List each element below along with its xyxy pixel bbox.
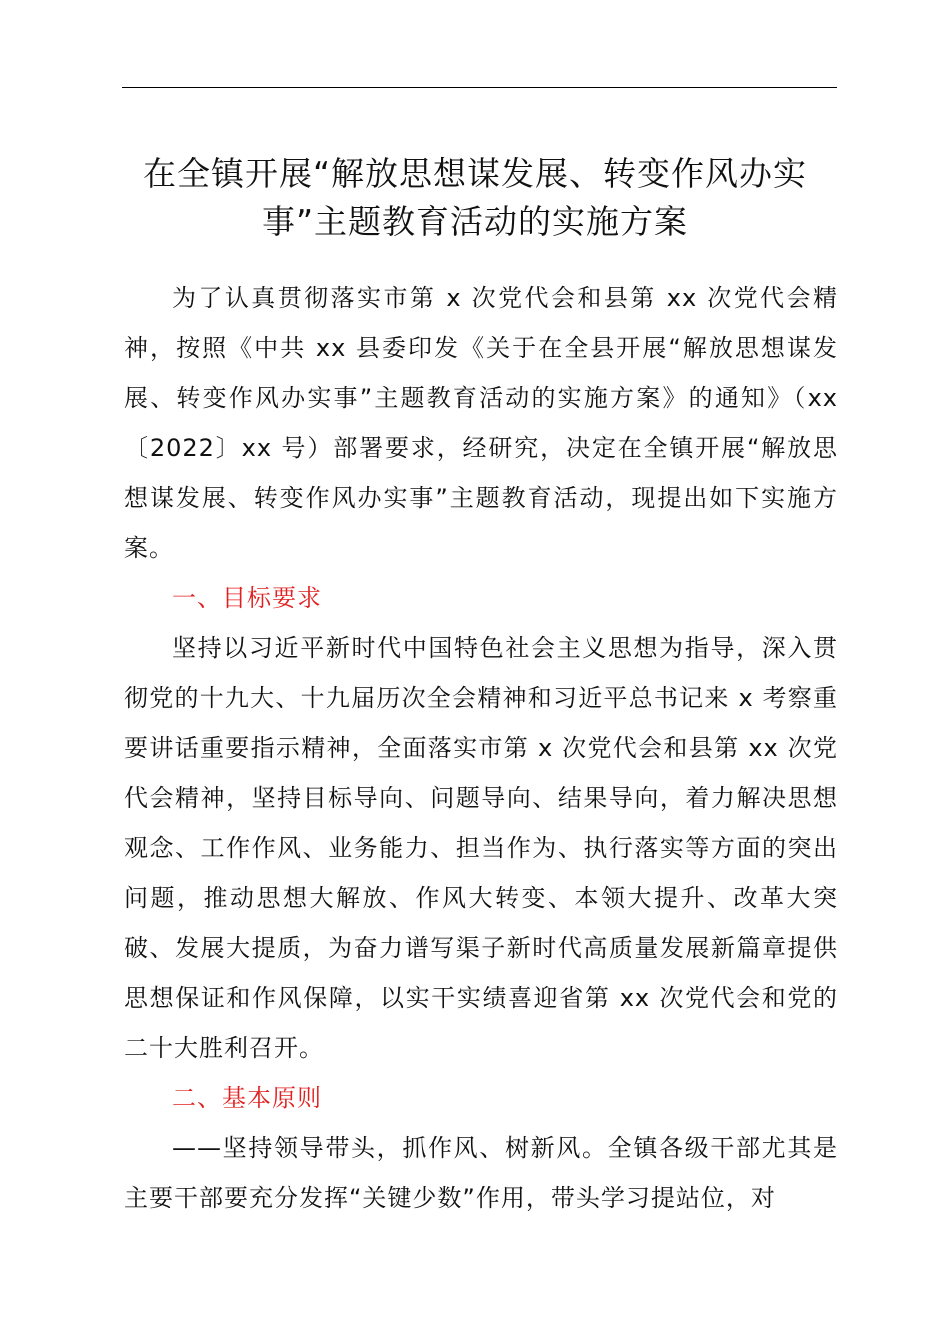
- header-rule: [122, 87, 837, 88]
- section-heading-goals: 一、目标要求: [172, 584, 322, 612]
- goals-paragraph: 坚持以习近平新时代中国特色社会主义思想为指导，深入贯彻党的十九大、十九届历次全会精神和习近平总书记来 x 考察重要讲话重要指示精神，全面落实市第 x 次党代会和县第 xx 次党代会精神，坚持目标导向、问题导向、结果导向，着力解决思想观念、工作作风、业务能力、担当作为、执行落实等方面的突出问题，推动思想大解放、作风大转变、本领大提升、改革大突破、发展大提质，为奋力谱写渠子新时代高质量发展新篇章提供思想保证和作风保障，以实干实绩喜迎省第 xx 次党代会和党的二十大胜利召开。: [124, 634, 838, 1062]
- document-title: [110, 150, 840, 246]
- intro-paragraph: 为了认真贯彻落实市第 x 次党代会和县第 xx 次党代会精神，按照《中共 xx 县委印发《关于在全县开展“解放思想谋发展、转变作风办实事”主题教育活动的实施方案》的通知》（xx〔2022〕xx 号）部署要求，经研究，决定在全镇开展“解放思想谋发展、转变作风办实事”主题教育活动，现提出如下实施方案。: [124, 284, 838, 562]
- title-line-2: 事”主题教育活动的实施方案: [261, 202, 689, 241]
- document-body: [124, 273, 838, 1223]
- title-line-1: 在全镇开展“解放思想谋发展、转变作风办实: [142, 154, 808, 193]
- section-heading-principles: 二、基本原则: [172, 1084, 322, 1112]
- principles-paragraph: ——坚持领导带头，抓作风、树新风。全镇各级干部尤其是主要干部要充分发挥“关键少数”作用，带头学习提站位，对: [124, 1134, 838, 1212]
